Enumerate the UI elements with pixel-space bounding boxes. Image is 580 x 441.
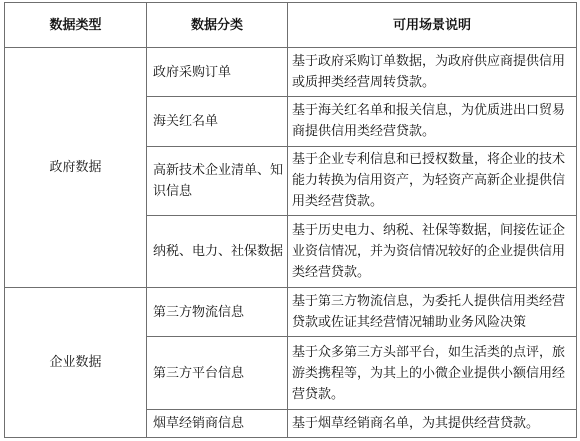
category-cell: 纳税、电力、社保数据 (147, 215, 288, 287)
description-cell: 基于众多第三方头部平台，如生活类的点评，旅游类携程等，为其上的小微企业提供小额信用经营贷款。 (288, 337, 577, 409)
category-cell: 第三方物流信息 (147, 288, 288, 337)
header-usage-scenario: 可用场景说明 (288, 3, 577, 48)
description-cell: 基于海关红名单和报关信息，为优质进出口贸易商提供信用类经营贷款。 (288, 97, 577, 146)
category-cell: 高新技术企业清单、知识信息 (147, 146, 288, 215)
header-data-category: 数据分类 (147, 3, 288, 48)
table-header-row (5, 3, 577, 48)
description-cell: 基于历史电力、纳税、社保等数据，间接佐证企业资信情况，并为资信情况较好的企业提供信用类经营贷款。 (288, 215, 577, 287)
table-row (5, 288, 577, 337)
description-cell: 基于烟草经销商名单，为其提供经营贷款。 (288, 409, 577, 437)
category-cell: 政府采购订单 (147, 48, 288, 97)
category-cell: 第三方平台信息 (147, 337, 288, 409)
table-row (5, 48, 577, 97)
description-cell: 基于第三方物流信息，为委托人提供信用类经营贷款或佐证其经营情况辅助业务风险决策 (288, 288, 577, 337)
group-type-government: 政府数据 (5, 48, 147, 288)
description-cell: 基于企业专利信息和已授权数量，将企业的技术能力转换为信用资产，为轻资产高新企业提供信用类经营贷款。 (288, 146, 577, 215)
category-cell: 海关红名单 (147, 97, 288, 146)
header-data-type: 数据类型 (5, 3, 147, 48)
group-type-enterprise: 企业数据 (5, 288, 147, 438)
data-usage-table (4, 2, 577, 438)
category-cell: 烟草经销商信息 (147, 409, 288, 437)
description-cell: 基于政府采购订单数据，为政府供应商提供信用或质押类经营周转贷款。 (288, 48, 577, 97)
